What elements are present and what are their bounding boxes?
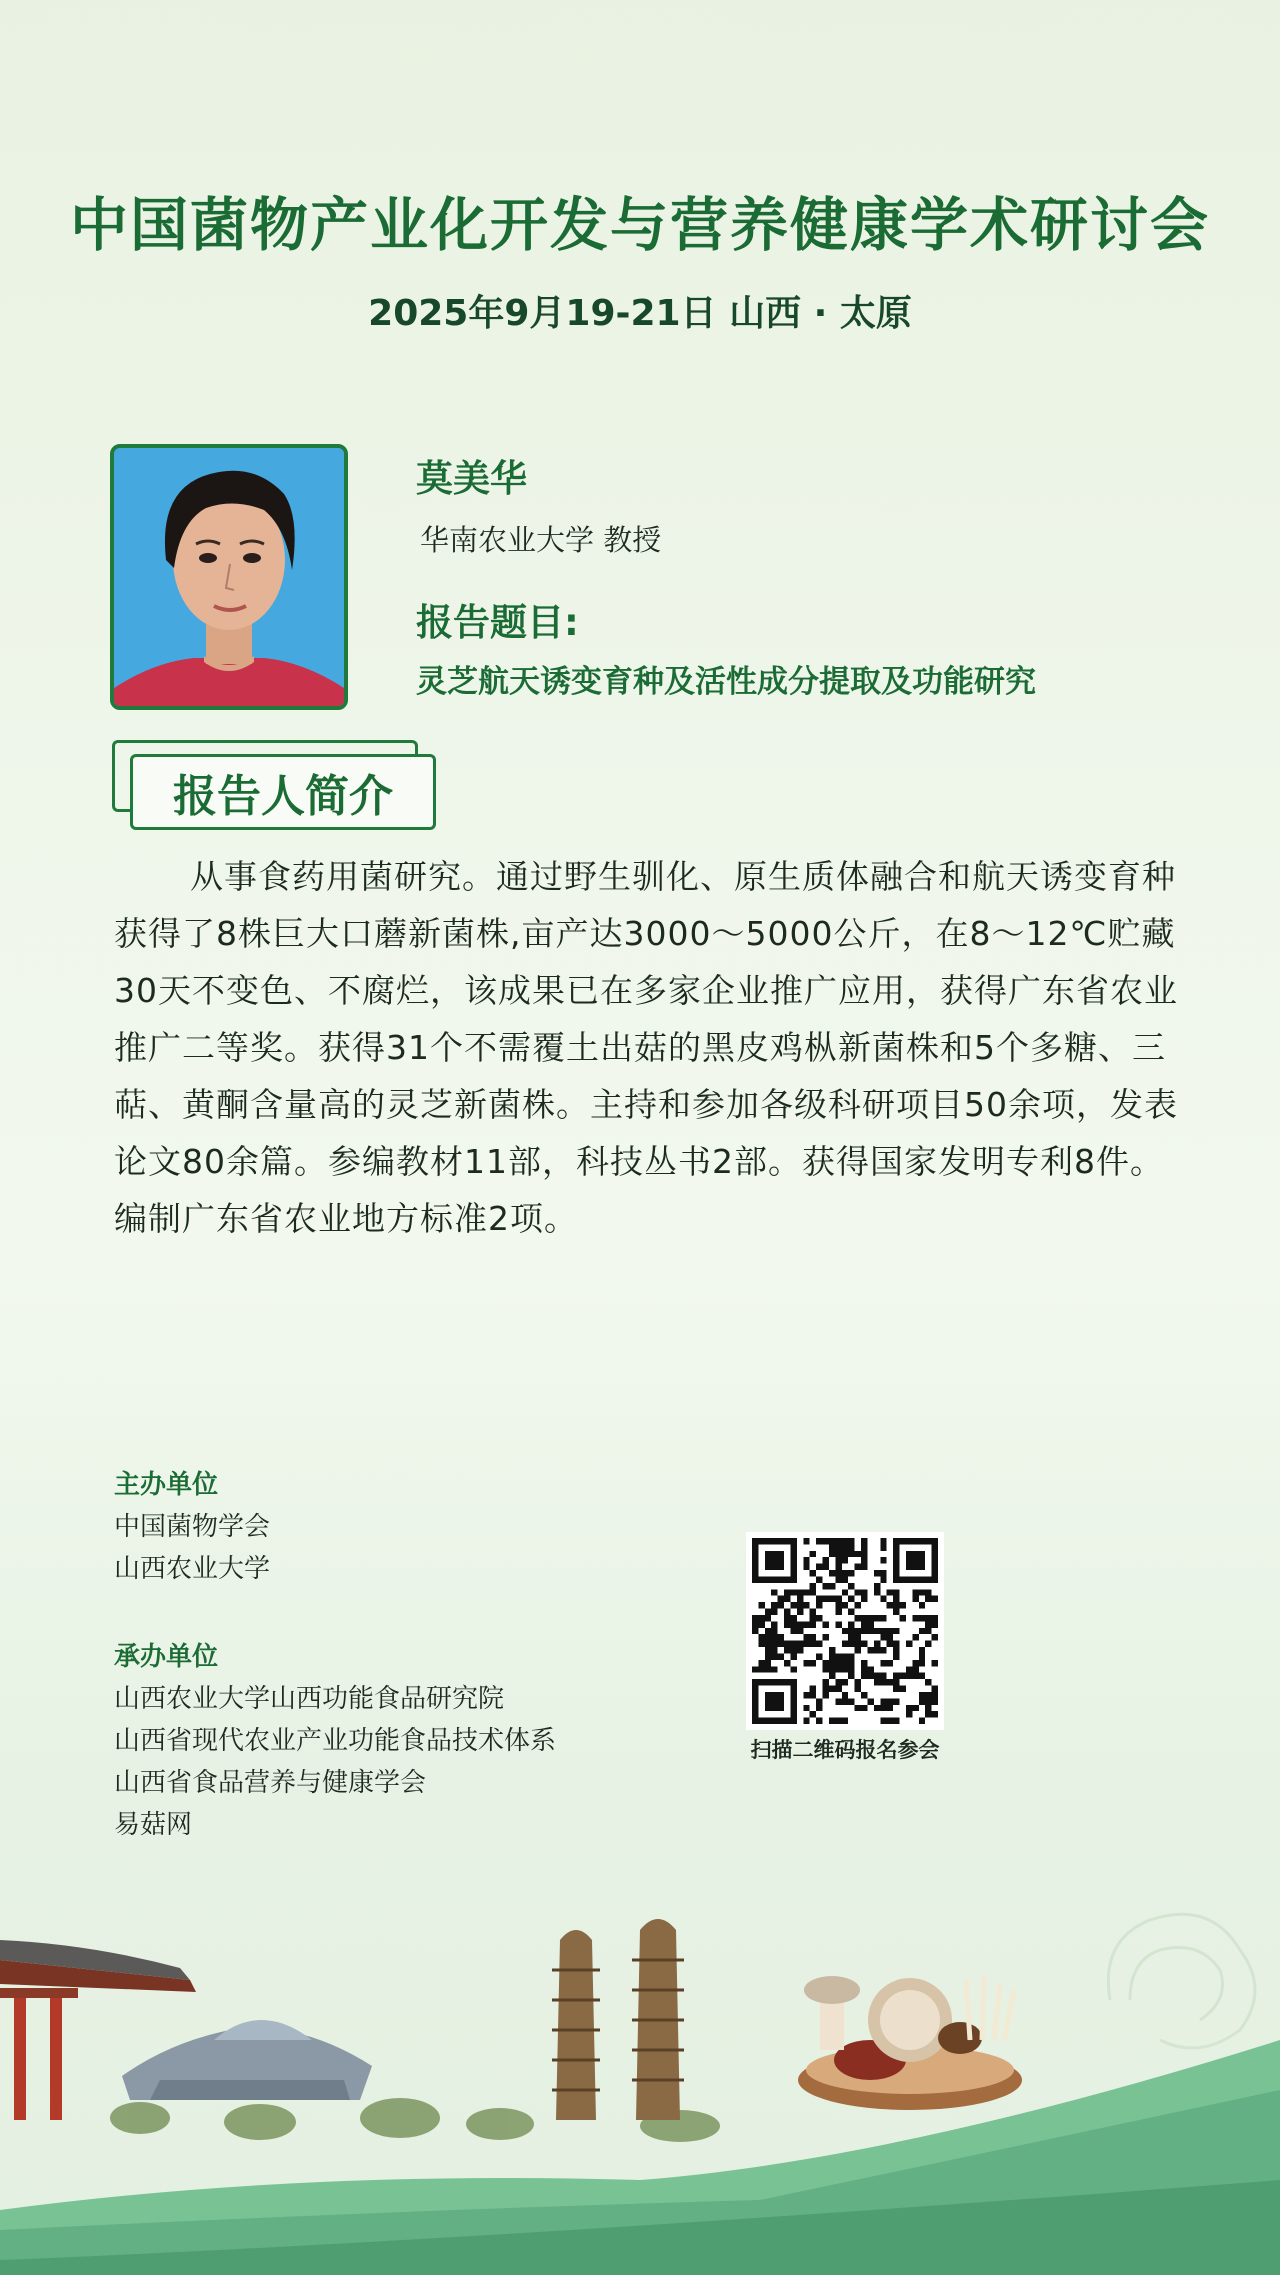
event-date-location: 2025年9月19-21日 山西 · 太原 [368,293,912,334]
speaker-affiliation: 华南农业大学 教授 [420,523,662,557]
speaker-name: 莫美华 [416,457,527,500]
bio-section-title: 报告人简介 [130,754,436,830]
host-organizations [114,1464,270,1590]
registration-qr-code[interactable] [746,1532,944,1730]
event-title: 中国菌物产业化开发与营养健康学术研讨会 [69,191,1210,259]
qr-caption: 扫描二维码报名参会 [750,1738,940,1762]
undertaker-item: 山西农业大学山西功能食品研究院 [114,1684,505,1714]
host-item: 山西农业大学 [114,1554,271,1584]
speaker-photo [110,444,348,710]
host-label: 主办单位 [114,1470,219,1500]
undertaker-item: 山西省现代农业产业功能食品技术体系 [114,1726,557,1756]
taiyuan-scenery-illustration [0,1880,1280,2275]
host-item: 中国菌物学会 [114,1512,271,1542]
undertaker-item: 山西省食品营养与健康学会 [114,1768,427,1798]
undertaker-item: 易菇网 [114,1810,193,1840]
report-label: 报告题目: [416,601,579,644]
bio-section-header [112,740,442,832]
speaker-bio: 从事食药用菌研究。通过野生驯化、原生质体融合和航天诱变育种获得了8株巨大口蘑新菌株,亩产达3000～5000公斤，在8～12℃贮藏30天不变色、不腐烂，该成果已在多家企业推广应用，获得广东省农业推广二等奖。获得31个不需覆土出菇的黑皮鸡枞新菌株和5个多糖、三萜、黄酮含量高的灵芝新菌株。主持和参加各级科研项目50余项，发表论文80余篇。参编教材11部，科技丛书2部。获得国家发明专利8件。编制广东省农业地方标准2项。 [114,857,1178,1238]
undertaker-organizations [114,1636,556,1846]
undertaker-label: 承办单位 [114,1642,219,1672]
report-topic: 灵芝航天诱变育种及活性成分提取及功能研究 [416,664,1036,700]
